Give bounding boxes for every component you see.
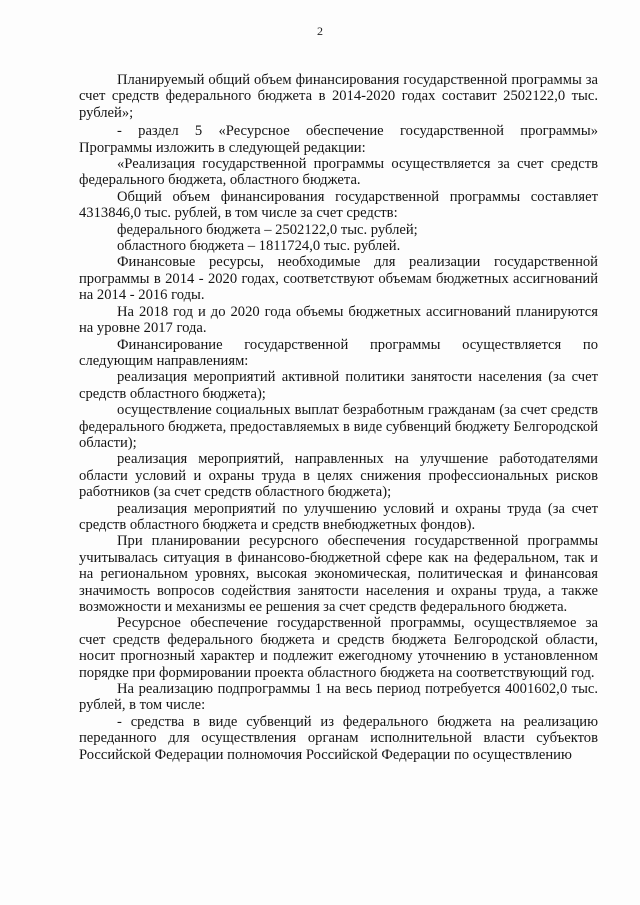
- document-body: [79, 72, 598, 763]
- list-item-employment-policy: реализация мероприятий активной политики занятости населения (за счет средств областного бюджета);: [79, 369, 598, 402]
- page-number: 2: [317, 24, 323, 38]
- paragraph-financial-resources: Финансовые ресурсы, необходимые для реализации государственной программы в 2014 - 2020 годах, соответствуют объемам бюджетных ассигнований на 2014 - 2016 годы.: [79, 254, 598, 304]
- list-item-social-payments: осуществление социальных выплат безработным гражданам (за счет средств федерального бюджета, предоставляемых в виде субвенций бюджету Белгородской области);: [79, 402, 598, 451]
- paragraph-program-funding-sources: «Реализация государственной программы осуществляется за счет средств федерального бюджета, областного бюджета.: [79, 156, 598, 189]
- list-item-labor-conditions-employers: реализация мероприятий, направленных на улучшение работодателями области условий и охраны труда в целях снижения профессиональных рисков работников (за счет средств областного бюджета);: [79, 451, 598, 501]
- paragraph-resource-planning: При планировании ресурсного обеспечения государственной программы учитывалась ситуация в финансово-бюджетной сфере как на федеральном, так и на региональном уровнях, высокая экономическая, политическая и финансовая значимость вопросов содействия занятости населения и охраны труда, а также возможности и механизмы ее решения за счет средств федерального бюджета.: [79, 533, 598, 615]
- paragraph-subvention-funds: - средства в виде субвенций из федерального бюджета на реализацию переданного для осуществления органам исполнительной власти субъектов Российской Федерации полномочия Российской Федерации по осуществлению: [79, 713, 598, 763]
- paragraph-2018-2020-allocations: На 2018 год и до 2020 года объемы бюджетных ассигнований планируются на уровне 2017 года.: [79, 303, 598, 337]
- paragraph-total-financing: Общий объем финансирования государственной программы составляет 4313846,0 тыс. рублей, в том числе за счет средств:: [79, 188, 598, 222]
- list-item-labor-protection: реализация мероприятий по улучшению условий и охраны труда (за счет средств областного бюджета и средств внебюджетных фондов).: [79, 500, 598, 533]
- paragraph-regional-budget-amount: областного бюджета – 1811724,0 тыс. рублей.: [117, 238, 401, 255]
- paragraph-subprogram-1-cost: На реализацию подпрограммы 1 на весь период потребуется 4001602,0 тыс. рублей, в том числе:: [79, 681, 598, 714]
- paragraph-financing-directions: Финансирование государственной программы осуществляется по следующим направлениям:: [79, 336, 598, 369]
- paragraph-planned-financing: Планируемый общий объем финансирования государственной программы за счет средств федерального бюджета в 2014-2020 годах составит 2502122,0 тыс. рублей»;: [79, 72, 598, 121]
- paragraph-section-5-amendment: - раздел 5 «Ресурсное обеспечение государственной программы» Программы изложить в следующей редакции:: [79, 123, 598, 156]
- paragraph-forecast-nature: Ресурсное обеспечение государственной программы, осуществляемое за счет средств федерального бюджета и средств бюджета Белгородской области, носит прогнозный характер и подлежит ежегодному уточнению в установленном порядке при формировании проекта областного бюджета на соответствующий год.: [79, 615, 598, 681]
- paragraph-federal-budget-amount: федерального бюджета – 2502122,0 тыс. рублей;: [117, 221, 418, 238]
